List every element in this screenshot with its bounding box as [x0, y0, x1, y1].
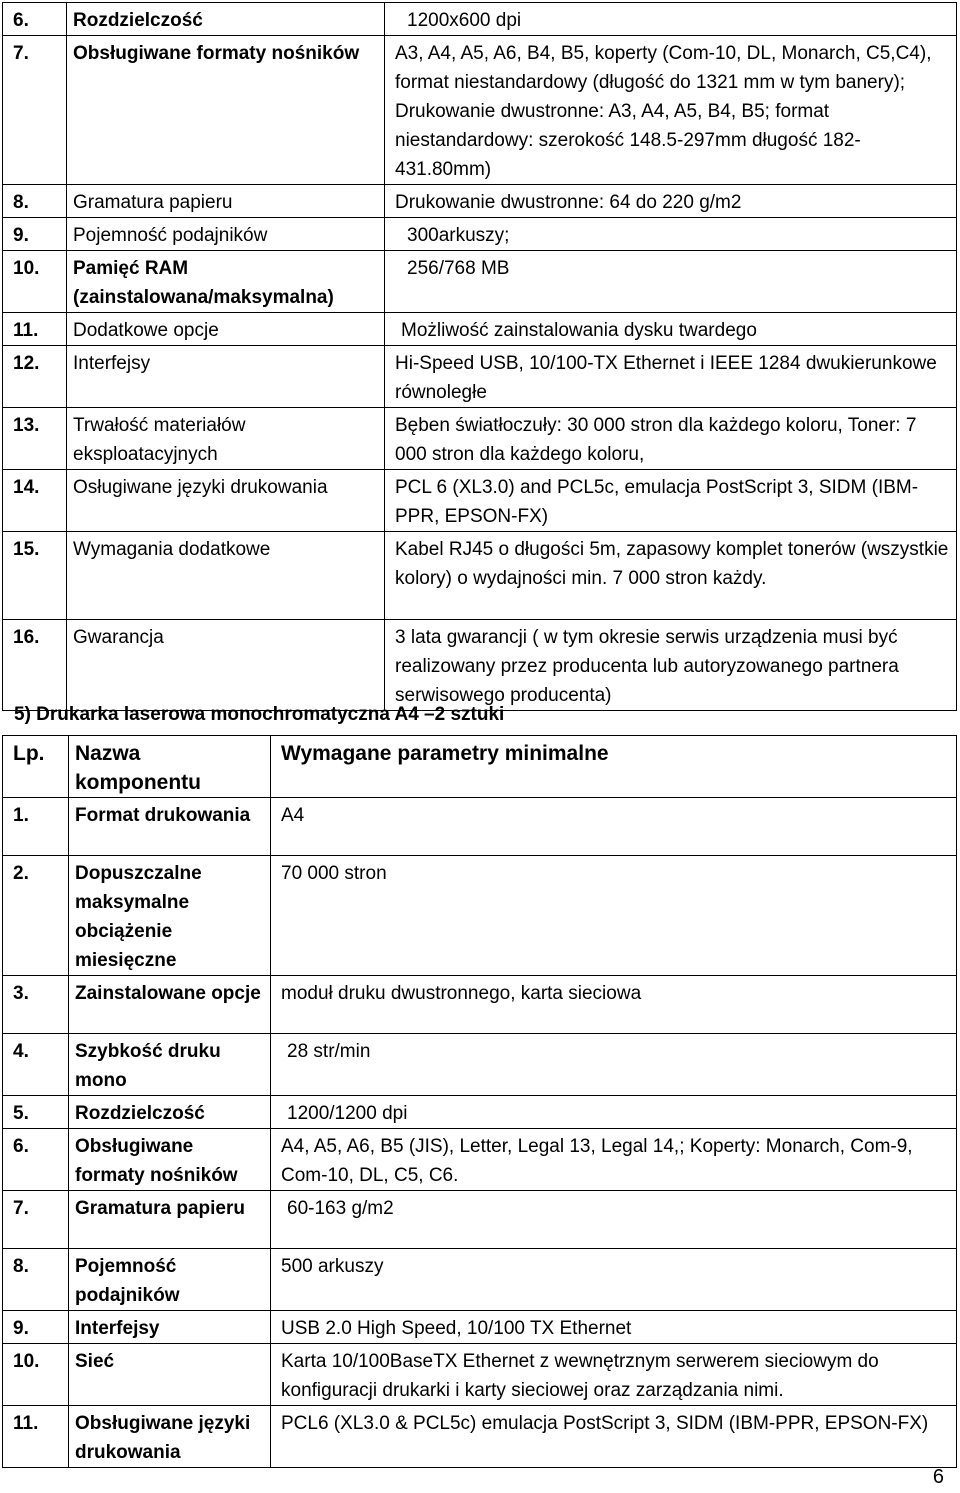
row-value: PCL6 (XL3.0 & PCL5c) emulacja PostScript 3, SIDM (IBM-PPR, EPSON-FX) [271, 1406, 957, 1468]
row-value: Drukowanie dwustronne: 64 do 220 g/m2 [385, 185, 957, 218]
row-name: Pojemność podajników [67, 218, 385, 251]
row-name: Gramatura papieru [69, 1191, 271, 1249]
row-number: 13. [3, 408, 67, 470]
row-name: Dodatkowe opcje [67, 313, 385, 346]
table-header-row [3, 736, 957, 798]
row-name: Dopuszczalne maksymalne obciążenie miesięczne [69, 856, 271, 976]
row-name: Szybkość druku mono [69, 1034, 271, 1096]
row-name: Pamięć RAM (zainstalowana/maksymalna) [67, 251, 385, 313]
row-value: Bęben światłoczuły: 30 000 stron dla każdego koloru, Toner: 7 000 stron dla każdego koloru, [385, 408, 957, 470]
table-row [3, 1191, 957, 1249]
table-row [3, 185, 957, 218]
table-row [3, 1311, 957, 1344]
row-value: Karta 10/100BaseTX Ethernet z wewnętrznym serwerem sieciowym do konfiguracji drukarki i karty sieciowej oraz zarządzania nimi. [271, 1344, 957, 1406]
row-value: 256/768 MB [385, 251, 957, 313]
row-number: 16. [3, 620, 67, 711]
row-name: Gramatura papieru [67, 185, 385, 218]
table-row [3, 470, 957, 532]
table-row [3, 856, 957, 976]
row-name: Wymagania dodatkowe [67, 532, 385, 620]
table-row [3, 313, 957, 346]
row-name: Gwarancja [67, 620, 385, 711]
row-number: 6. [3, 1129, 69, 1191]
table-row [3, 1034, 957, 1096]
row-number: 10. [3, 251, 67, 313]
table-row [3, 36, 957, 185]
row-number: 5. [3, 1096, 69, 1129]
row-number: 4. [3, 1034, 69, 1096]
row-number: 8. [3, 1249, 69, 1311]
row-name: Zainstalowane opcje [69, 976, 271, 1034]
row-number: 1. [3, 798, 69, 856]
row-number: 11. [3, 1406, 69, 1468]
row-value: 60-163 g/m2 [271, 1191, 957, 1249]
section-title: 5) Drukarka laserowa monochromatyczna A4 –2 sztuki [14, 704, 505, 725]
row-name: Interfejsy [69, 1311, 271, 1344]
row-name: Pojemność podajników [69, 1249, 271, 1311]
row-value: 1200/1200 dpi [271, 1096, 957, 1129]
table-row [3, 1096, 957, 1129]
header-name: Nazwa komponentu [69, 736, 271, 798]
row-number: 6. [3, 3, 67, 36]
row-name: Interfejsy [67, 346, 385, 408]
row-value: 3 lata gwarancji ( w tym okresie serwis urządzenia musi być realizowany przez producenta lub autoryzowanego partnera serwisowego producenta) [385, 620, 957, 711]
row-value: 1200x600 dpi [385, 3, 957, 36]
spec-table-color-printer [2, 2, 957, 711]
table-row [3, 1129, 957, 1191]
header-value: Wymagane parametry minimalne [271, 736, 957, 798]
table-row [3, 251, 957, 313]
row-value: 28 str/min [271, 1034, 957, 1096]
row-name: Rozdzielczość [69, 1096, 271, 1129]
row-number: 7. [3, 36, 67, 185]
row-value: A3, A4, A5, A6, B4, B5, koperty (Com-10, DL, Monarch, C5,C4), format niestandardowy (długość do 1321 mm w tym banery); Drukowanie dwustronne: A3, A4, A5, B4, B5; format niestandardowy: szerokość 148.5-297mm długość 182-431.80mm) [385, 36, 957, 185]
table-row [3, 218, 957, 251]
row-number: 12. [3, 346, 67, 408]
page-number: 6 [932, 1466, 944, 1488]
row-value: A4, A5, A6, B5 (JIS), Letter, Legal 13, Legal 14,; Koperty: Monarch, Com-9, Com-10, DL, C5, C6. [271, 1129, 957, 1191]
table-row [3, 1344, 957, 1406]
spec-table-mono-printer [2, 735, 957, 1468]
row-number: 8. [3, 185, 67, 218]
row-value: Hi-Speed USB, 10/100-TX Ethernet i IEEE 1284 dwukierunkowe równoległe [385, 346, 957, 408]
row-value: Kabel RJ45 o długości 5m, zapasowy komplet tonerów (wszystkie kolory) o wydajności min. 7 000 stron każdy. [385, 532, 957, 620]
table-row [3, 346, 957, 408]
table-row [3, 798, 957, 856]
row-value: USB 2.0 High Speed, 10/100 TX Ethernet [271, 1311, 957, 1344]
row-name: Format drukowania [69, 798, 271, 856]
row-name: Trwałość materiałów eksploatacyjnych [67, 408, 385, 470]
table-row [3, 3, 957, 36]
row-number: 7. [3, 1191, 69, 1249]
row-name: Obsługiwane języki drukowania [69, 1406, 271, 1468]
table-row [3, 1406, 957, 1468]
row-name: Osługiwane języki drukowania [67, 470, 385, 532]
row-value: PCL 6 (XL3.0) and PCL5c, emulacja PostScript 3, SIDM (IBM-PPR, EPSON-FX) [385, 470, 957, 532]
row-value: A4 [271, 798, 957, 856]
row-number: 14. [3, 470, 67, 532]
table-row [3, 976, 957, 1034]
table-row [3, 620, 957, 711]
row-name: Obsługiwane formaty nośników [67, 36, 385, 185]
row-number: 9. [3, 218, 67, 251]
row-number: 10. [3, 1344, 69, 1406]
row-number: 9. [3, 1311, 69, 1344]
row-value: moduł druku dwustronnego, karta sieciowa [271, 976, 957, 1034]
row-number: 15. [3, 532, 67, 620]
row-value: 300arkuszy; [385, 218, 957, 251]
table-row [3, 1249, 957, 1311]
row-value: 500 arkuszy [271, 1249, 957, 1311]
row-name: Obsługiwane formaty nośników [69, 1129, 271, 1191]
row-number: 3. [3, 976, 69, 1034]
row-value: Możliwość zainstalowania dysku twardego [385, 313, 957, 346]
row-number: 11. [3, 313, 67, 346]
row-number: 2. [3, 856, 69, 976]
header-lp: Lp. [3, 736, 69, 798]
row-name: Sieć [69, 1344, 271, 1406]
table-row [3, 408, 957, 470]
row-value: 70 000 stron [271, 856, 957, 976]
row-name: Rozdzielczość [67, 3, 385, 36]
table-row [3, 532, 957, 620]
